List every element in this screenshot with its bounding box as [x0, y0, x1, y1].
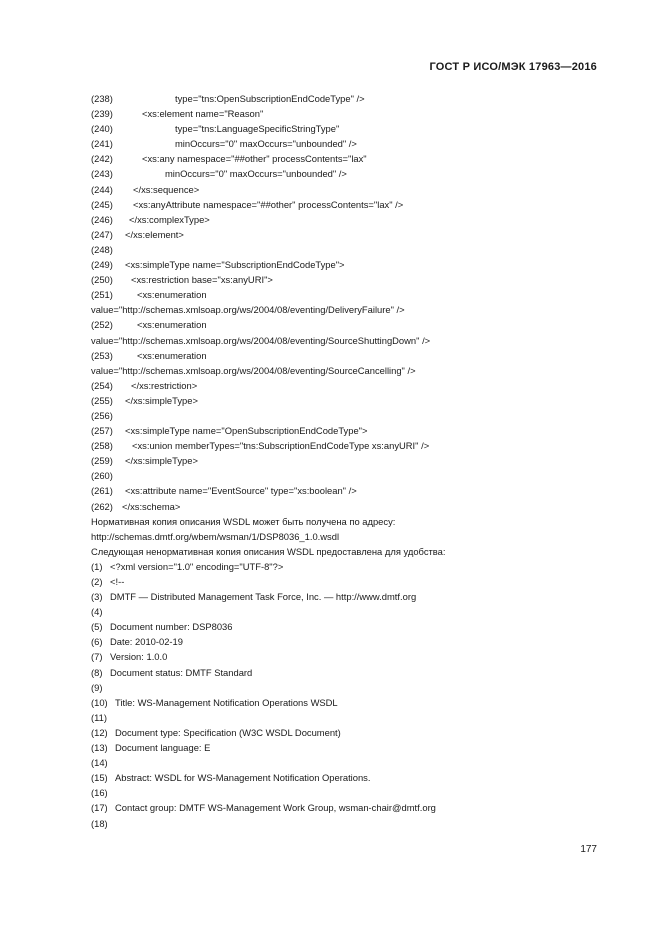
- line-text: </xs:simpleType>: [125, 394, 198, 406]
- document-line: [91, 619, 611, 634]
- document-line: [91, 544, 611, 559]
- document-line: [91, 438, 611, 453]
- line-number: (245): [91, 198, 113, 210]
- line-number: (238): [91, 93, 113, 104]
- line-number: (13): [91, 742, 108, 754]
- line-number: (2): [91, 576, 103, 587]
- line-text: <xs:simpleType name="SubscriptionEndCodeType">: [125, 259, 345, 271]
- line-text: minOccurs="0" maxOccurs="unbounded" />: [165, 168, 347, 180]
- document-line: [91, 574, 611, 589]
- document-line: [91, 589, 611, 604]
- document-line: [91, 665, 611, 680]
- line-text: <xs:attribute name="EventSource" type="xs:boolean" />: [125, 485, 357, 497]
- line-text: type="tns:OpenSubscriptionEndCodeType" />: [175, 93, 365, 104]
- document-line: [91, 272, 611, 287]
- line-number: (246): [91, 213, 113, 225]
- line-text: </xs:sequence>: [133, 183, 200, 195]
- line-text: value="http://schemas.xmlsoap.org/ws/2004/08/eventing/DeliveryFailure" />: [91, 304, 405, 316]
- line-number: (258): [91, 440, 113, 452]
- document-line: [91, 227, 611, 242]
- line-number: (10): [91, 696, 108, 708]
- document-line: [91, 408, 611, 423]
- line-text: <?xml version="1.0" encoding="UTF-8"?>: [110, 560, 284, 572]
- line-text: <xs:union memberTypes="tns:SubscriptionEndCodeType xs:anyURI" />: [132, 440, 430, 452]
- line-number: (259): [91, 455, 113, 467]
- line-text: http://schemas.dmtf.org/wbem/wsman/1/DSP8036_1.0.wsdl: [91, 530, 340, 542]
- document-line: [91, 453, 611, 468]
- document-line: [91, 514, 611, 529]
- line-text: </xs:element>: [125, 228, 184, 240]
- line-number: (249): [91, 259, 113, 271]
- line-text: Version: 1.0.0: [110, 651, 168, 663]
- line-number: (252): [91, 319, 113, 331]
- document-line: [91, 287, 611, 302]
- line-number: (18): [91, 817, 108, 829]
- document-line: [91, 710, 611, 725]
- line-number: (9): [91, 681, 103, 693]
- line-number: (6): [91, 636, 103, 648]
- line-number: (241): [91, 138, 113, 150]
- document-line: [91, 604, 611, 619]
- line-number: (242): [91, 153, 113, 165]
- line-text: Document language: E: [115, 742, 211, 754]
- line-number: (256): [91, 409, 113, 421]
- document-line: [91, 529, 611, 544]
- document-line: [91, 680, 611, 695]
- line-number: (255): [91, 394, 113, 406]
- line-text: Нормативная копия описания WSDL может быть получена по адресу:: [91, 515, 396, 527]
- line-number: (243): [91, 168, 113, 180]
- line-text: Title: WS-Management Notification Operations WSDL: [115, 696, 338, 708]
- line-text: <xs:any namespace="##other" processContents="lax": [142, 153, 367, 165]
- document-line: [91, 755, 611, 770]
- document-line: [91, 317, 611, 332]
- line-number: (3): [91, 591, 103, 603]
- line-text: type="tns:LanguageSpecificStringType": [175, 123, 340, 135]
- document-line: [91, 483, 611, 498]
- line-number: (17): [91, 802, 108, 814]
- document-line: [91, 151, 611, 166]
- line-number: (247): [91, 228, 113, 240]
- line-text: <xs:simpleType name="OpenSubscriptionEndCodeType">: [125, 425, 368, 437]
- document-line: [91, 182, 611, 197]
- document-line: [91, 212, 611, 227]
- document-line: [91, 378, 611, 393]
- line-number: (239): [91, 108, 113, 120]
- document-line: [91, 106, 611, 121]
- document-line: [91, 121, 611, 136]
- document-line: [91, 333, 611, 348]
- line-number: (250): [91, 274, 113, 286]
- page-number: 177: [580, 844, 597, 855]
- line-text: minOccurs="0" maxOccurs="unbounded" />: [175, 138, 357, 150]
- document-line: [91, 649, 611, 664]
- line-text: <xs:enumeration: [137, 319, 207, 331]
- document-line: [91, 242, 611, 257]
- document-line: [91, 770, 611, 785]
- line-number: (4): [91, 606, 103, 618]
- document-line: [91, 257, 611, 272]
- line-text: </xs:simpleType>: [125, 455, 198, 467]
- line-number: (16): [91, 787, 108, 799]
- line-number: (15): [91, 772, 108, 784]
- document-line: [91, 499, 611, 514]
- document-line: [91, 695, 611, 710]
- line-text: <xs:anyAttribute namespace="##other" processContents="lax" />: [133, 198, 404, 210]
- line-number: (5): [91, 621, 103, 633]
- line-number: (251): [91, 289, 113, 301]
- line-text: Contact group: DMTF WS-Management Work Group, wsman-chair@dmtf.org: [115, 802, 436, 814]
- line-number: (253): [91, 349, 113, 361]
- line-text: Document type: Specification (W3C WSDL Document): [115, 726, 341, 738]
- document-line: [91, 634, 611, 649]
- line-text: </xs:restriction>: [131, 379, 198, 391]
- line-text: </xs:complexType>: [129, 213, 210, 225]
- line-number: (12): [91, 726, 108, 738]
- document-line: [91, 785, 611, 800]
- line-text: Abstract: WSDL for WS-Management Notification Operations.: [115, 772, 371, 784]
- line-number: (11): [91, 711, 107, 723]
- document-line: [91, 423, 611, 438]
- line-number: (261): [91, 485, 113, 497]
- document-line: [91, 800, 611, 815]
- document-line: [91, 197, 611, 212]
- line-text: value="http://schemas.xmlsoap.org/ws/2004/08/eventing/SourceCancelling" />: [91, 364, 416, 376]
- document-line: [91, 393, 611, 408]
- document-line: [91, 136, 611, 151]
- document-line: [91, 348, 611, 363]
- line-number: (14): [91, 757, 108, 769]
- line-text: Document status: DMTF Standard: [110, 666, 253, 678]
- line-text: <xs:restriction base="xs:anyURI">: [131, 274, 273, 286]
- line-number: (8): [91, 666, 103, 678]
- line-number: (248): [91, 243, 113, 255]
- line-text: Document number: DSP8036: [110, 621, 233, 633]
- line-number: (262): [91, 500, 113, 512]
- line-text: Следующая ненормативная копия описания WSDL предоставлена для удобства:: [91, 545, 446, 557]
- document-line: [91, 468, 611, 483]
- document-header: ГОСТ Р ИСО/МЭК 17963—2016: [429, 61, 597, 73]
- document-line: [91, 302, 611, 317]
- document-line: [91, 166, 611, 181]
- line-text: DMTF — Distributed Management Task Force, Inc. — http://www.dmtf.org: [110, 591, 417, 603]
- line-text: <xs:enumeration: [137, 349, 207, 361]
- line-number: (260): [91, 470, 113, 482]
- line-text: <xs:enumeration: [137, 289, 207, 301]
- document-line: [91, 725, 611, 740]
- document-body: [91, 91, 611, 831]
- line-number: (240): [91, 123, 113, 135]
- line-number: (254): [91, 379, 113, 391]
- line-number: (244): [91, 183, 113, 195]
- document-line: [91, 363, 611, 378]
- document-line: [91, 559, 611, 574]
- line-number: (7): [91, 651, 103, 663]
- line-number: (1): [91, 560, 103, 572]
- line-text: value="http://schemas.xmlsoap.org/ws/2004/08/eventing/SourceShuttingDown" />: [91, 334, 431, 346]
- document-line: [91, 816, 611, 831]
- line-text: Date: 2010-02-19: [110, 636, 183, 648]
- document-line: [91, 740, 611, 755]
- line-text: <!--: [110, 576, 125, 587]
- line-text: </xs:schema>: [122, 500, 181, 512]
- document-line: [91, 91, 611, 106]
- line-text: <xs:element name="Reason": [142, 108, 264, 120]
- line-number: (257): [91, 425, 113, 437]
